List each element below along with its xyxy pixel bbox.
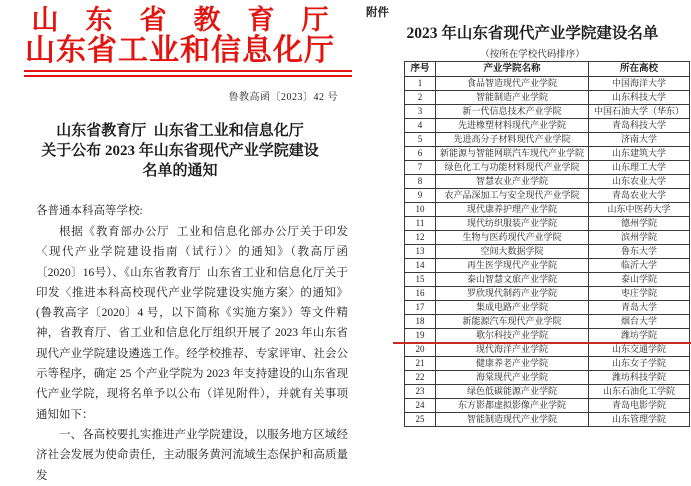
cell-no: 18 <box>405 315 436 329</box>
cell-host-university: 山东建筑大学 <box>589 147 690 161</box>
table-row <box>405 301 690 315</box>
cell-college-name: 现代海洋产业学院 <box>436 343 589 357</box>
cell-host-university: 枣庄学院 <box>589 287 690 301</box>
cell-college-name: 绿色低碳能源产业学院 <box>436 385 589 399</box>
red-highlight-underline <box>393 342 691 344</box>
table-row <box>405 287 690 301</box>
cell-college-name: 健康养老产业学院 <box>436 357 589 371</box>
cell-no: 22 <box>405 371 436 385</box>
table-row <box>405 189 690 203</box>
table-row <box>405 133 690 147</box>
cell-host-university: 济南大学 <box>589 133 690 147</box>
salutation: 各普通本科高等学校: <box>36 205 143 217</box>
attachment-page <box>360 0 691 437</box>
cell-college-name: 再生医学现代产业学院 <box>436 259 589 273</box>
cell-host-university: 山东科技大学 <box>589 91 690 105</box>
list-title: 2023 年山东省现代产业学院建设名单 <box>406 25 659 42</box>
cell-college-name: 生物与医药现代产业学院 <box>436 231 589 245</box>
cell-college-name: 现代纺织服装产业学院 <box>436 217 589 231</box>
cell-college-name: 智能制造现代产业学院 <box>436 413 589 427</box>
cell-college-name: 绿色化工与功能材料现代产业学院 <box>436 161 589 175</box>
column-header-no: 序号 <box>405 62 436 77</box>
table-row <box>405 161 690 175</box>
cell-college-name: 先进橡塑材料现代产业学院 <box>436 119 589 133</box>
cell-no: 13 <box>405 245 436 259</box>
cell-college-name: 智能制造产业学院 <box>436 91 589 105</box>
notice-paragraph-1: 根据《教育部办公厅 工业和信息化部办公厅关于印发〈现代产业学院建设指南（试行）〉的通知》（教高厅函〔2020〕16号）、《山东省教育厅 山东省工业和信息化厅关于印发〈推进本科高校现代产业学院建设实施方案〉的通知》(鲁教高字〔2020〕4 号，以下简称《实施方案》）等文件精神，省教育厅、省工业和信息化厅组织开展了 2023 年山东省现代产业学院建设遴选工作。经学校推荐、专家评审、社会公示等程序，确定 25 个产业学院为 2023 年支持建设的山东省现代产业学院，现将名单予以公布（详见附件），并就有关事项通知如下： <box>36 226 348 421</box>
table-row <box>405 231 690 245</box>
notice-body <box>36 222 348 486</box>
cell-host-university: 德州学院 <box>589 217 690 231</box>
cell-no: 12 <box>405 231 436 245</box>
cell-no: 2 <box>405 91 436 105</box>
table-row <box>405 259 690 273</box>
cell-host-university: 中国海洋大学 <box>589 77 690 91</box>
cell-college-name: 现代康养护理产业学院 <box>436 203 589 217</box>
cell-host-university: 滨州学院 <box>589 231 690 245</box>
cell-no: 20 <box>405 343 436 357</box>
cell-host-university: 青岛电影学院 <box>589 399 690 413</box>
cell-host-university: 潍坊学院 <box>589 329 690 343</box>
cell-college-name: 泰山智慧文旅产业学院 <box>436 273 589 287</box>
cell-no: 21 <box>405 357 436 371</box>
college-table-body <box>405 77 690 427</box>
cell-host-university: 泰山学院 <box>589 273 690 287</box>
table-row <box>405 77 690 91</box>
cell-host-university: 山东中医药大学 <box>589 203 690 217</box>
notice-title-line1: 山东省教育厅 山东省工业和信息化厅 <box>56 123 304 139</box>
table-row <box>405 413 690 427</box>
cell-no: 11 <box>405 217 436 231</box>
cell-college-name: 东方影都虚拟影像产业学院 <box>436 399 589 413</box>
cell-no: 15 <box>405 273 436 287</box>
cell-host-university: 潍坊科技学院 <box>589 371 690 385</box>
table-row <box>405 175 690 189</box>
table-row <box>405 357 690 371</box>
cell-no: 16 <box>405 287 436 301</box>
table-row <box>405 245 690 259</box>
red-double-rule <box>24 70 352 77</box>
cell-college-name: 新能源与智能网联汽车现代产业学院 <box>436 147 589 161</box>
cell-college-name: 农产品深加工与安全现代产业学院 <box>436 189 589 203</box>
cell-college-name: 食品智造现代产业学院 <box>436 77 589 91</box>
document-number: 鲁教高函〔2023〕42 号 <box>228 92 338 103</box>
table-row <box>405 217 690 231</box>
table-row <box>405 203 690 217</box>
cell-host-university: 山东交通学院 <box>589 343 690 357</box>
cell-host-university: 青岛农业大学 <box>589 189 690 203</box>
cell-college-name: 歌尔科技产业学院 <box>436 329 589 343</box>
cell-host-university: 临沂大学 <box>589 259 690 273</box>
cell-no: 17 <box>405 301 436 315</box>
cell-no: 25 <box>405 413 436 427</box>
table-row <box>405 371 690 385</box>
agency-header-line2: 山东省工业和信息化厅 <box>25 34 335 67</box>
college-table <box>404 61 690 427</box>
cell-host-university: 烟台大学 <box>589 315 690 329</box>
notice-paragraph-2: 一、各高校要扎实推进产业学院建设，以服务地方区域经济社会发展为使命责任，主动服务黄河流域生态保护和高质量发 <box>36 428 348 482</box>
column-header-host-university: 所在高校 <box>589 62 690 77</box>
cell-college-name: 海棠现代产业学院 <box>436 371 589 385</box>
cell-host-university: 山东农业大学 <box>589 175 690 189</box>
cell-host-university: 青岛科技大学 <box>589 119 690 133</box>
table-row <box>405 105 690 119</box>
table-row <box>405 385 690 399</box>
agency-header-line1: 山 东 省 教 育 厅 <box>31 5 329 35</box>
cell-no: 14 <box>405 259 436 273</box>
cell-no: 7 <box>405 161 436 175</box>
cell-no: 23 <box>405 385 436 399</box>
cell-college-name: 空间大数据学院 <box>436 245 589 259</box>
cell-no: 10 <box>405 203 436 217</box>
table-row <box>405 343 690 357</box>
list-subtitle: （按所在学校代码排序） <box>480 50 585 60</box>
cell-host-university: 山东女子学院 <box>589 357 690 371</box>
cell-no: 6 <box>405 147 436 161</box>
attachment-label: 附件 <box>366 7 389 19</box>
cell-college-name: 智慧农业产业学院 <box>436 175 589 189</box>
cell-host-university: 青岛大学 <box>589 301 690 315</box>
cell-college-name: 先进高分子材料现代产业学院 <box>436 133 589 147</box>
cell-host-university: 山东石油化工学院 <box>589 385 690 399</box>
cell-host-university: 山东理工大学 <box>589 161 690 175</box>
cell-no: 5 <box>405 133 436 147</box>
table-row <box>405 399 690 413</box>
table-row <box>405 315 690 329</box>
cell-host-university: 中国石油大学（华东） <box>589 105 690 119</box>
cell-no: 9 <box>405 189 436 203</box>
cell-no: 8 <box>405 175 436 189</box>
cell-no: 1 <box>405 77 436 91</box>
cell-college-name: 罗欣现代制药产业学院 <box>436 287 589 301</box>
cell-college-name: 新能源汽车现代产业学院 <box>436 315 589 329</box>
cell-no: 3 <box>405 105 436 119</box>
cell-host-university: 鲁东大学 <box>589 245 690 259</box>
table-row <box>405 329 690 343</box>
cell-host-university: 山东管理学院 <box>589 413 690 427</box>
cell-no: 19 <box>405 329 436 343</box>
table-header-row <box>405 62 690 77</box>
column-header-college-name: 产业学院名称 <box>436 62 589 77</box>
notice-title-line3: 名单的通知 <box>142 163 218 179</box>
table-row <box>405 273 690 287</box>
table-row <box>405 119 690 133</box>
cell-no: 4 <box>405 119 436 133</box>
cell-no: 24 <box>405 399 436 413</box>
notice-title-line2: 关于公布 2023 年山东省现代产业学院建设 <box>41 143 319 159</box>
cell-college-name: 集成电路产业学院 <box>436 301 589 315</box>
notice-title <box>14 121 346 181</box>
table-row <box>405 91 690 105</box>
cell-college-name: 新一代信息技术产业学院 <box>436 105 589 119</box>
table-row <box>405 147 690 161</box>
